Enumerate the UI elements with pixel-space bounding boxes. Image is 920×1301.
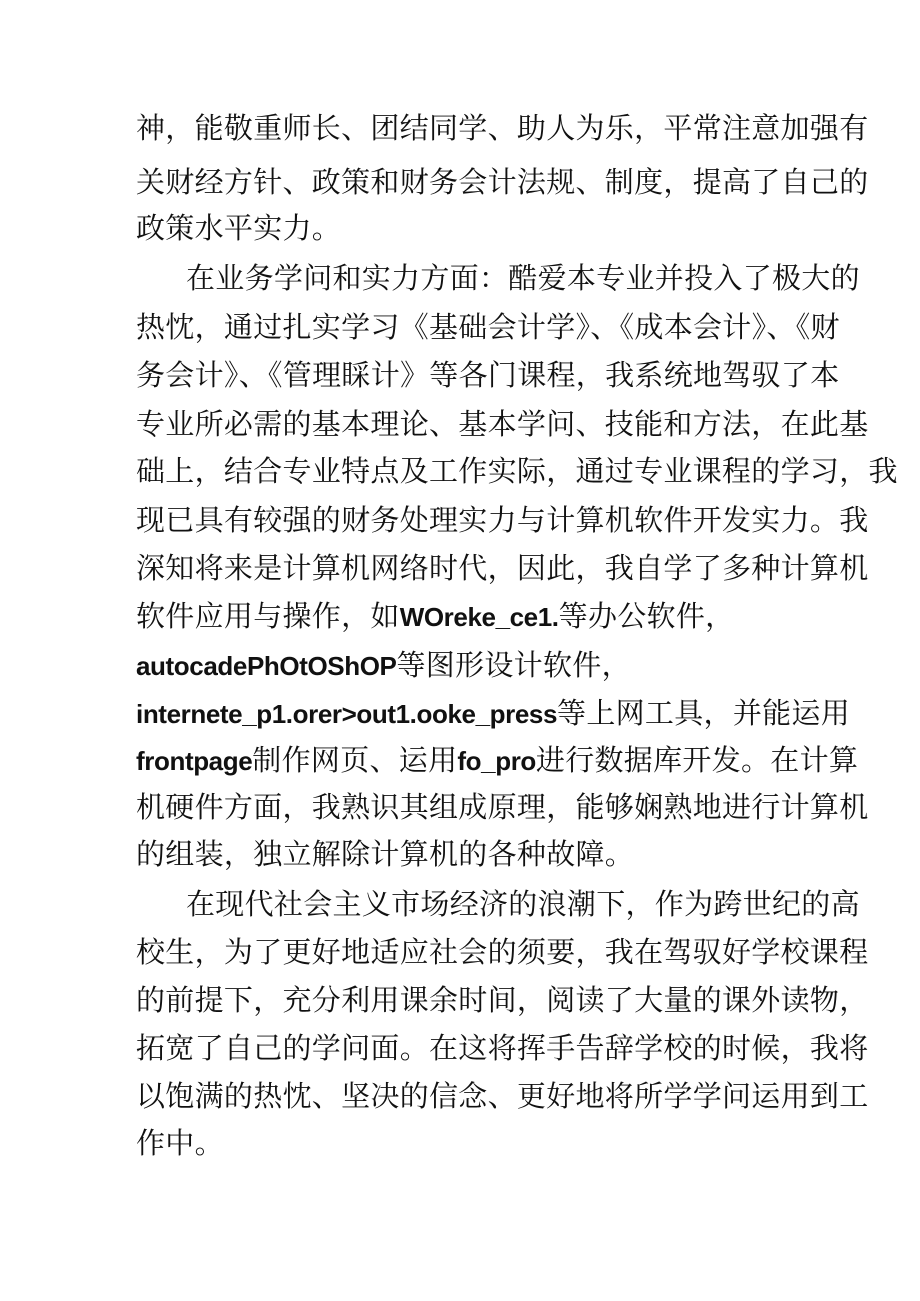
text-line: 的前提下，充分利用课余时间，阅读了大量的课外读物，: [136, 983, 869, 1017]
text-line: 关财经方针、政策和财务会计法规、制度，提高了自己的: [136, 165, 869, 199]
text-line: 作中。: [136, 1126, 224, 1160]
text-line: 机硬件方面，我熟识其组成原理，能够娴熟地进行计算机: [136, 790, 869, 824]
text-line: 政策水平实力。: [136, 211, 342, 245]
text-line: 校生，为了更好地适应社会的须要，我在驾驭好学校课程: [136, 935, 869, 969]
text-line: 务会计》、《管理睬计》等各门课程，我系统地驾驭了本: [136, 358, 840, 392]
software-name: autocadePhOtOShOP: [136, 651, 397, 681]
text-line: 在现代社会主义市场经济的浪潮下，作为跨世纪的高: [186, 887, 860, 921]
text-line: 的组装，独立解除计算机的各种故障。: [136, 837, 635, 871]
text-line: [136, 691, 850, 735]
text-run: 等上网工具，并能运用: [557, 696, 851, 730]
text-line: 以饱满的热忱、坚决的信念、更好地将所学学问运用到工: [136, 1079, 869, 1113]
text-line: 础上，结合专业特点及工作实际，通过专业课程的学习，我: [136, 454, 898, 488]
software-name: frontpage: [136, 746, 253, 776]
text-line: 神，能敬重师长、团结同学、助人为乐，平常注意加强有: [136, 111, 869, 145]
text-run: 软件应用与操作，如: [136, 599, 400, 633]
text-run: 制作网页、运用: [252, 743, 458, 777]
text-line: 热忱，通过扎实学习《基础会计学》、《成本会计》、《财: [136, 310, 840, 344]
text-line: [136, 738, 858, 782]
text-line: [136, 594, 734, 638]
software-name: internete_p1.orer>out1.ooke_press: [136, 699, 558, 729]
software-name: fo_pro: [457, 746, 536, 776]
text-run: 进行数据库开发。在计算: [535, 743, 859, 777]
text-line: 深知将来是计算机网络时代，因此，我自学了多种计算机: [136, 551, 869, 585]
text-line: 专业所必需的基本理论、基本学问、技能和方法，在此基: [136, 407, 869, 441]
text-line: 现已具有较强的财务处理实力与计算机软件开发实力。我: [136, 503, 869, 537]
software-name: WOreke_ce1.: [399, 602, 559, 632]
text-run: 等办公软件，: [558, 599, 735, 633]
text-line: 在业务学问和实力方面：酷爱本专业并投入了极大的: [186, 261, 860, 295]
text-line: [136, 643, 631, 687]
text-run: 等图形设计软件，: [396, 648, 631, 682]
text-line: 拓宽了自己的学问面。在这将挥手告辞学校的时候，我将: [136, 1031, 869, 1065]
